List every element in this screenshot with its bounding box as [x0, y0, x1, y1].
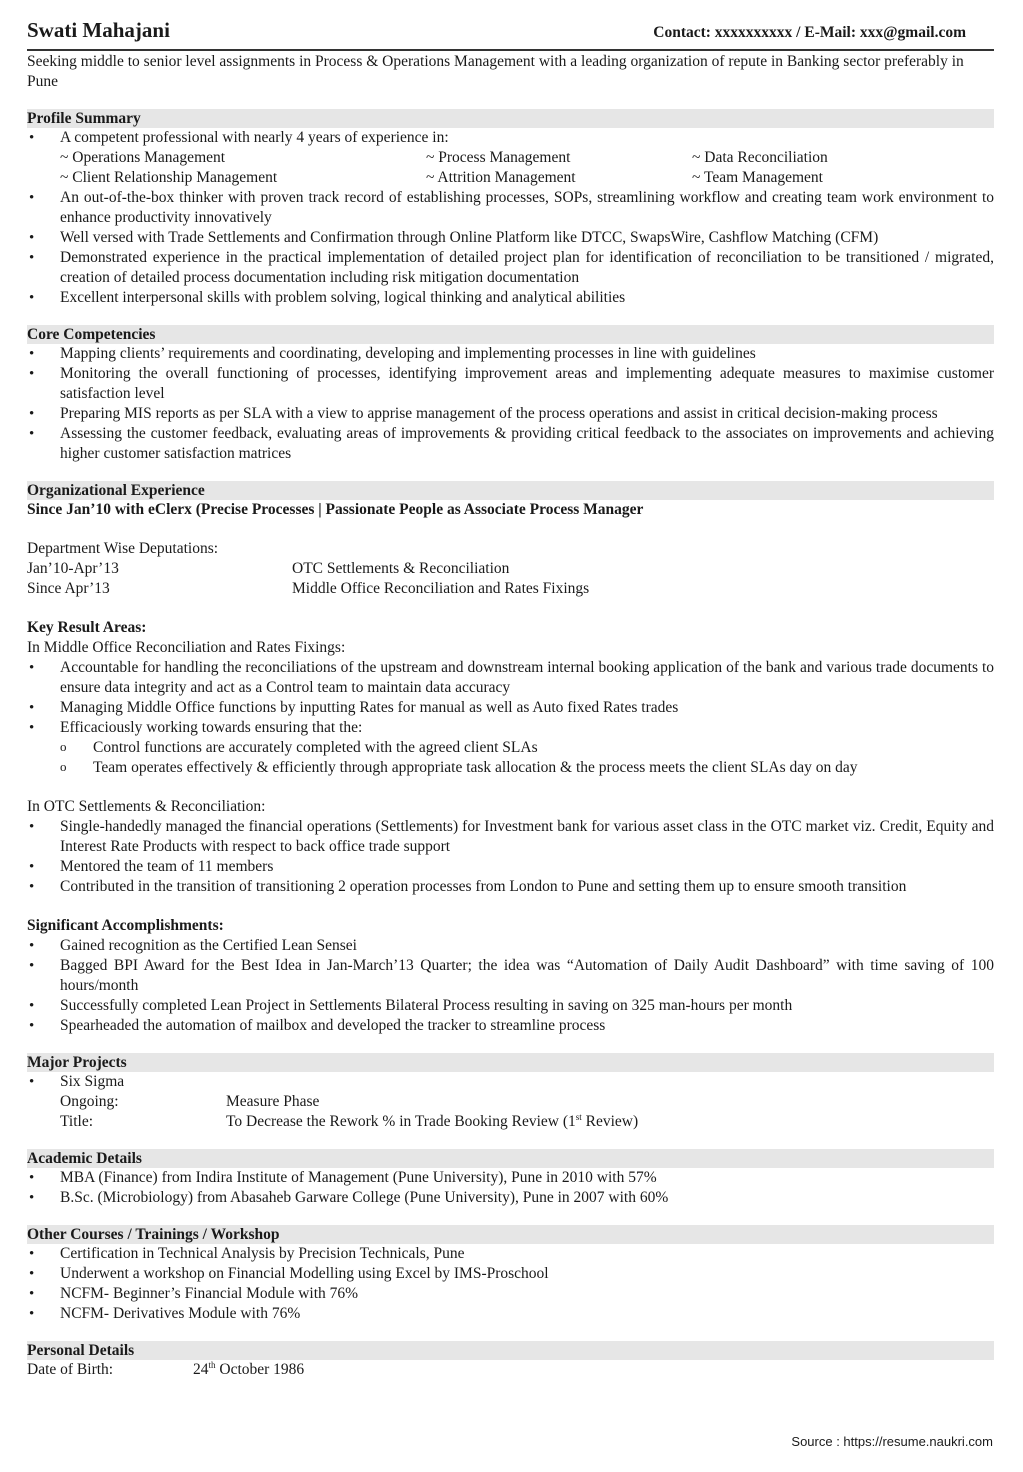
dob-day: 24 — [193, 1361, 209, 1378]
deputation-row — [27, 559, 994, 579]
list-item: • Bagged BPI Award for the Best Idea in Jan-March’13 Quarter; the idea was “Automation of Daily Audit Dashboard” with time saving of 100 hours/month — [27, 956, 994, 996]
deputations-label: Department Wise Deputations: — [27, 540, 219, 557]
list-item: • Assessing the customer feedback, evaluating areas of improvements & providing critical feedback to the associates on improvements and achieving higher customer satisfaction matrices — [27, 424, 994, 464]
project-title-value — [226, 1112, 994, 1132]
header-divider — [27, 49, 994, 51]
kra-list-middle-office — [27, 658, 994, 738]
list-item — [27, 1072, 994, 1132]
sub-list-item: o Control functions are accurately completed with the agreed client SLAs — [27, 738, 994, 758]
list-item: • Contributed in the transition of transitioning 2 operation processes from London to Pune and setting them up to ensure smooth transition — [27, 877, 994, 897]
deputation-row — [27, 579, 994, 599]
deputation-period: Since Apr’13 — [27, 580, 110, 597]
spacer — [27, 897, 994, 916]
list-item: • Underwent a workshop on Financial Modelling using Excel by IMS-Proschool — [27, 1264, 994, 1284]
list-item: • Mentored the team of 11 members — [27, 857, 994, 877]
profile-summary-list — [27, 128, 994, 308]
section-heading-personal: Personal Details — [27, 1341, 994, 1360]
resume-page — [27, 20, 994, 1380]
skill-item: ~ Team Management — [692, 169, 823, 186]
project-ongoing-value: Measure Phase — [226, 1093, 320, 1110]
section-heading-courses: Other Courses / Trainings / Workshop — [27, 1225, 994, 1244]
core-competencies-list — [27, 344, 994, 464]
kra-group-label: In Middle Office Reconciliation and Rates Fixings: — [27, 639, 346, 656]
academics-list — [27, 1168, 994, 1208]
spacer — [27, 520, 994, 539]
list-item: • NCFM- Derivatives Module with 76% — [27, 1304, 994, 1324]
dob-month-year: October 1986 — [215, 1361, 305, 1378]
list-item: • B.Sc. (Microbiology) from Abasaheb Garware College (Pune University), Pune in 2007 with 60% — [27, 1188, 994, 1208]
spacer — [27, 599, 994, 618]
skill-item: ~ Data Reconciliation — [692, 149, 828, 166]
kra-group-label: In OTC Settlements & Reconciliation: — [27, 798, 266, 815]
project-title-label: Title: — [60, 1113, 94, 1130]
list-item: • Mapping clients’ requirements and coordinating, developing and implementing processes in line with guidelines — [27, 344, 994, 364]
project-ongoing-row — [60, 1092, 994, 1112]
section-heading-projects: Major Projects — [27, 1053, 994, 1072]
candidate-name: Swati Mahajani — [27, 18, 170, 42]
section-heading-academics: Academic Details — [27, 1149, 994, 1168]
current-role: Since Jan’10 with eClerx (Precise Processes | Passionate People as Associate Process Manager — [27, 501, 644, 518]
deputation-dept: OTC Settlements & Reconciliation — [292, 560, 510, 577]
project-name: • Six Sigma — [60, 1073, 125, 1090]
section-heading-profile-summary: Profile Summary — [27, 109, 994, 128]
ordinal-suffix: th — [208, 1359, 216, 1370]
dob-row — [27, 1360, 994, 1380]
list-item: • Managing Middle Office functions by inputting Rates for manual as well as Auto fixed Rates trades — [27, 698, 994, 718]
list-item — [27, 128, 994, 188]
dob-label: Date of Birth: — [27, 1361, 114, 1378]
career-objective: Seeking middle to senior level assignments in Process & Operations Management with a leading organization of repute in Banking sector preferably in Pune — [27, 53, 964, 90]
list-item: • Successfully completed Lean Project in Settlements Bilateral Process resulting in saving on 325 man-hours per month — [27, 996, 994, 1016]
list-item: • MBA (Finance) from Indira Institute of Management (Pune University), Pune in 2010 with 57% — [27, 1168, 994, 1188]
section-heading-core-competencies: Core Competencies — [27, 325, 994, 344]
list-item: • Gained recognition as the Certified Lean Sensei — [27, 936, 994, 956]
section-heading-experience: Organizational Experience — [27, 481, 994, 500]
contact-info: Contact: xxxxxxxxxx / E-Mail: xxx@gmail.com — [653, 24, 966, 41]
project-ongoing-label: Ongoing: — [60, 1093, 119, 1110]
list-item: • Demonstrated experience in the practical implementation of detailed project plan for identification of reconciliation to be transitioned / migrated, creation of detailed process documentation including risk mitigation documentation — [27, 248, 994, 288]
list-item: • Accountable for handling the reconciliations of the upstream and downstream internal booking application of the bank and various trade documents to ensure data integrity and act as a Control team to maintain data accuracy — [27, 658, 994, 698]
skill-item: ~ Client Relationship Management — [60, 169, 278, 186]
projects-list — [27, 1072, 994, 1132]
resume-header — [27, 20, 994, 50]
source-credit: Source : https://resume.naukri.com — [791, 1434, 993, 1449]
list-item: • NCFM- Beginner’s Financial Module with 76% — [27, 1284, 994, 1304]
list-item: • Certification in Technical Analysis by Precision Technicals, Pune — [27, 1244, 994, 1264]
dob-value — [193, 1360, 994, 1380]
list-item: • Preparing MIS reports as per SLA with a view to apprise management of the process operations and assist in critical decision-making process — [27, 404, 994, 424]
courses-list — [27, 1244, 994, 1324]
kra-list-otc — [27, 817, 994, 897]
skills-grid — [60, 148, 994, 188]
deputation-period: Jan’10-Apr’13 — [27, 560, 119, 577]
project-title-text-end: Review) — [581, 1113, 639, 1130]
list-item: • Monitoring the overall functioning of processes, identifying improvement areas and implementing adequate measures to maximise customer satisfaction level — [27, 364, 994, 404]
skill-item: ~ Attrition Management — [426, 169, 576, 186]
profile-intro: • A competent professional with nearly 4 years of experience in: — [60, 129, 449, 146]
list-item: • Spearheaded the automation of mailbox and developed the tracker to streamline process — [27, 1016, 994, 1036]
skill-item: ~ Operations Management — [60, 149, 226, 166]
skill-item: ~ Process Management — [426, 149, 571, 166]
deputation-dept: Middle Office Reconciliation and Rates Fixings — [292, 580, 590, 597]
kra-sub-list — [27, 738, 994, 778]
list-item: • An out-of-the-box thinker with proven track record of establishing processes, SOPs, streamlining workflow and creating team work environment to enhance productivity innovatively — [27, 188, 994, 228]
spacer — [27, 778, 994, 797]
accomplishments-list — [27, 936, 994, 1036]
sub-list-item: o Team operates effectively & efficiently through appropriate task allocation & the process meets the client SLAs day on day — [27, 758, 994, 778]
accomplishments-heading: Significant Accomplishments: — [27, 917, 224, 934]
project-title-row — [60, 1112, 994, 1132]
kra-heading: Key Result Areas: — [27, 619, 147, 636]
list-item: • Efficaciously working towards ensuring that the: — [27, 718, 994, 738]
list-item: • Well versed with Trade Settlements and Confirmation through Online Platform like DTCC, SwapsWire, Cashflow Matching (CFM) — [27, 228, 994, 248]
ordinal-suffix: st — [575, 1111, 582, 1122]
list-item: • Single-handedly managed the financial operations (Settlements) for Investment bank for various asset class in the OTC market viz. Credit, Equity and Interest Rate Products with respect to back office trade support — [27, 817, 994, 857]
list-item: • Excellent interpersonal skills with problem solving, logical thinking and analytical abilities — [27, 288, 994, 308]
project-title-text: To Decrease the Rework % in Trade Booking Review (1 — [226, 1113, 576, 1130]
